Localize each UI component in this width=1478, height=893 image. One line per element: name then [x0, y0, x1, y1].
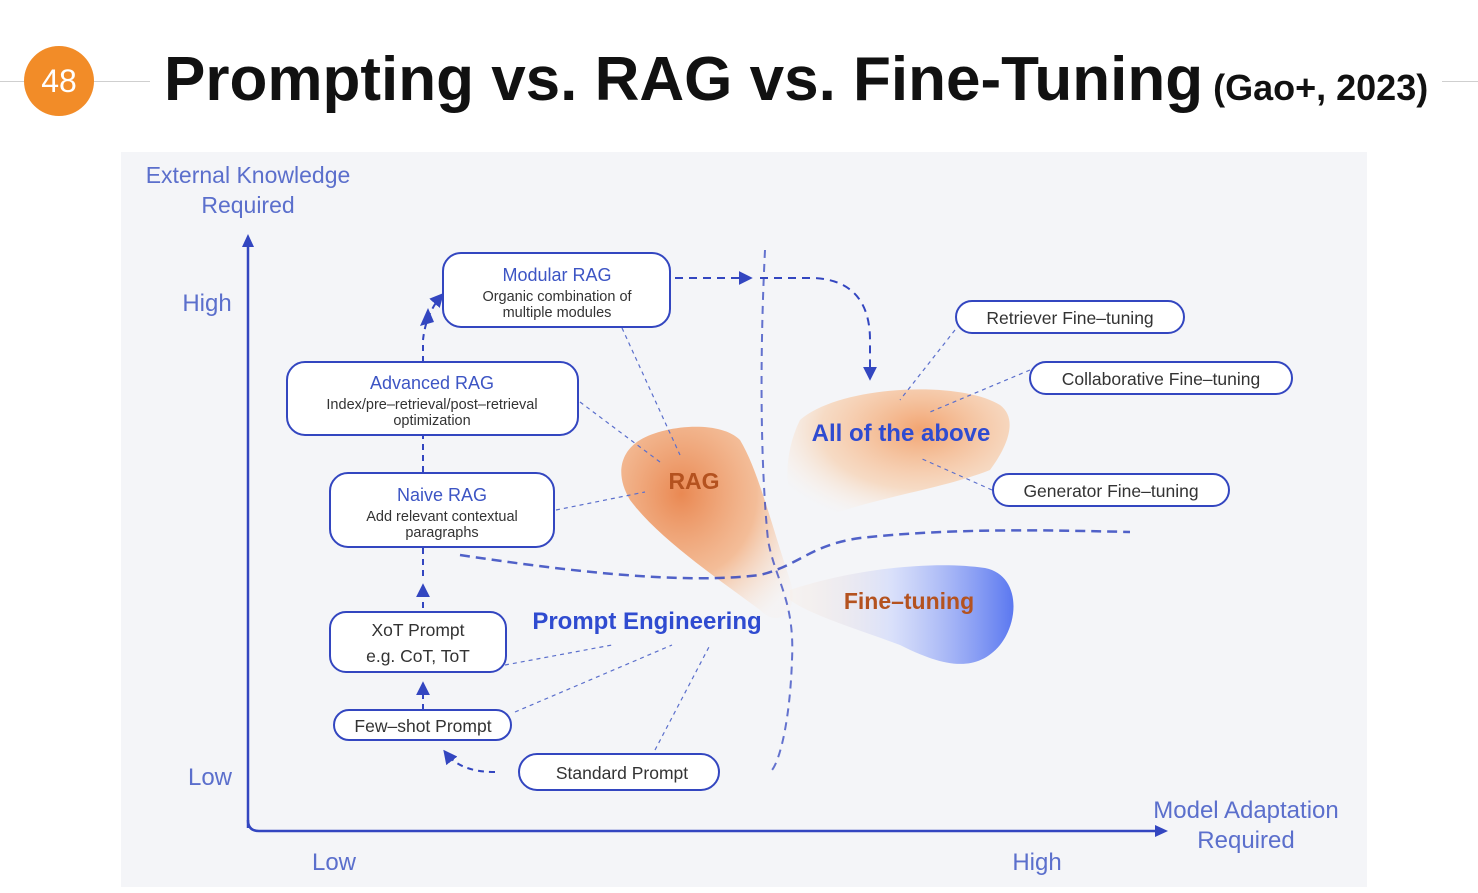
fine-tuning-region-shape: [790, 565, 1014, 664]
leader-xot-prompt: [505, 645, 612, 665]
y-axis-title-line1: External Knowledge: [145, 162, 351, 188]
box-xot-prompt-line2: e.g. CoT, ToT: [366, 646, 470, 666]
box-collaborative-ft: [1030, 362, 1292, 394]
region-prompt-engineering-label: Prompt Engineering: [532, 608, 762, 635]
advanced-to-modular-arrowhead-icon: [420, 308, 434, 326]
leader-standard-prompt: [655, 645, 710, 750]
box-advanced-rag-line2: optimization: [393, 413, 471, 429]
x-axis-high-label: High: [1012, 849, 1062, 876]
y-axis-title-line2: Required: [201, 192, 295, 218]
box-generator-ft: [993, 474, 1229, 506]
box-generator-ft-label: Generator Fine–tuning: [1023, 481, 1199, 501]
box-naive-rag-line2: paragraphs: [405, 525, 479, 541]
leader-fewshot-prompt: [515, 645, 672, 712]
region-rag-label: RAG: [668, 468, 720, 494]
box-xot-prompt: [330, 612, 506, 672]
box-modular-rag-line1: Organic combination of: [482, 289, 632, 305]
box-fewshot-prompt: [334, 710, 511, 740]
box-advanced-rag-line1: Index/pre–retrieval/post–retrieval: [326, 397, 538, 413]
box-retriever-ft: [956, 301, 1184, 333]
box-modular-rag-line2: multiple modules: [502, 305, 612, 321]
box-modular-rag-title: Modular RAG: [502, 265, 612, 285]
standard-to-fewshot-arrow: [445, 752, 495, 772]
box-standard-prompt-label: Standard Prompt: [555, 763, 689, 783]
slide-title: Prompting vs. RAG vs. Fine-Tuning: [164, 45, 1204, 114]
x-axis-line: [248, 820, 1160, 831]
box-modular-rag: [443, 253, 670, 327]
y-axis-arrow-icon: [242, 234, 254, 247]
box-naive-rag-title: Naive RAG: [396, 485, 488, 505]
x-axis-title-line2: Required: [1197, 827, 1295, 854]
box-fewshot-prompt-label: Few–shot Prompt: [354, 716, 492, 736]
y-axis-high-label: High: [182, 290, 232, 317]
advanced-to-modular-arrow: [423, 295, 442, 362]
box-retriever-ft-label: Retriever Fine–tuning: [986, 308, 1154, 328]
modular-to-all-arrow: [760, 278, 870, 378]
box-xot-prompt-line1: XoT Prompt: [371, 620, 465, 640]
box-advanced-rag-title: Advanced RAG: [369, 373, 495, 393]
box-advanced-rag: [287, 362, 578, 435]
x-axis-low-label: Low: [311, 849, 357, 876]
region-fine-tuning-label: Fine–tuning: [843, 588, 975, 614]
x-axis-title-line1: Model Adaptation: [1153, 797, 1339, 824]
horizontal-boundary-curve: [460, 530, 1130, 578]
box-naive-rag: [330, 473, 554, 547]
box-standard-prompt: [519, 754, 719, 790]
box-collaborative-ft-label: Collaborative Fine–tuning: [1061, 369, 1261, 389]
y-axis-low-label: Low: [187, 764, 233, 791]
all-above-region-shape: [787, 389, 1009, 522]
region-all-above-label: All of the above: [811, 420, 991, 447]
slide-citation: (Gao+, 2023): [1213, 67, 1429, 108]
slide-number-badge: 48: [24, 46, 94, 116]
box-naive-rag-line1: Add relevant contextual: [366, 509, 518, 525]
x-axis-arrow-icon: [1155, 825, 1168, 837]
